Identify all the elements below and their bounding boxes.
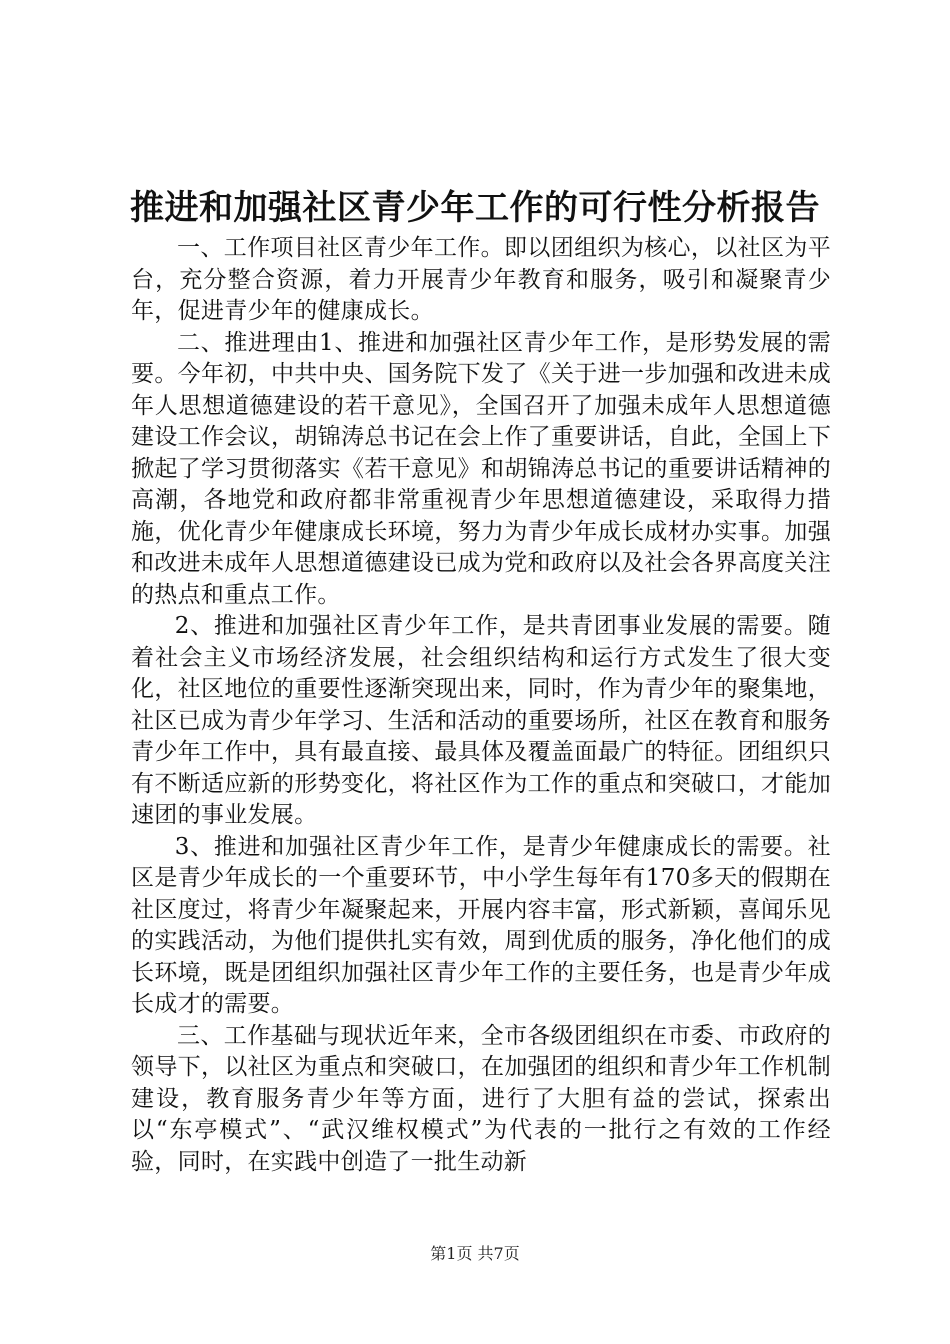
paragraph-reason-3: 3、推进和加强社区青少年工作，是青少年健康成长的需要。社区是青少年成长的一个重要环节，中小学生每年有170多天的假期在社区度过，将青少年凝聚起来，开展内容丰富，形式新颖，喜闻乐见的实践活动，为他们提供扎实有效，周到优质的服务，净化他们的成长环境，既是团组织加强社区青少年工作的主要任务，也是青少年成长成才的需要。: [131, 833, 831, 1017]
paragraph-project: 一、工作项目社区青少年工作。即以团组织为核心，以社区为平台，充分整合资源，着力开展青少年教育和服务，吸引和凝聚青少年，促进青少年的健康成长。: [131, 235, 831, 324]
paragraph-foundation: 三、工作基础与现状近年来，全市各级团组织在市委、市政府的领导下，以社区为重点和突破口，在加强团的组织和青少年工作机制建设，教育服务青少年等方面，进行了大胆有益的尝试，探索出以“东亭模式”、“武汉维权模式”为代表的一批行之有效的工作经验，同时，在实践中创造了一批生动新: [131, 1022, 831, 1175]
paragraph-reason-2: 2、推进和加强社区青少年工作，是共青团事业发展的需要。随着社会主义市场经济发展，社会组织结构和运行方式发生了很大变化，社区地位的重要性逐渐突现出来，同时，作为青少年的聚集地，社区已成为青少年学习、生活和活动的重要场所，社区在教育和服务青少年工作中，具有最直接、最具体及覆盖面最广的特征。团组织只有不断适应新的形势变化，将社区作为工作的重点和突破口，才能加速团的事业发展。: [131, 613, 831, 828]
paragraph-reason-1: 二、推进理由1、推进和加强社区青少年工作，是形势发展的需要。今年初，中共中央、国务院下发了《关于进一步加强和改进未成年人思想道德建设的若干意见》，全国召开了加强未成年人思想道德建设工作会议，胡锦涛总书记在会上作了重要讲话，自此，全国上下掀起了学习贯彻落实《若干意见》和胡锦涛总书记的重要讲话精神的高潮，各地党和政府都非常重视青少年思想道德建设，采取得力措施，优化青少年健康成长环境，努力为青少年成长成材办实事。加强和改进未成年人思想道德建设已成为党和政府以及社会各界高度关注的热点和重点工作。: [131, 329, 831, 608]
document-body: [131, 233, 831, 1178]
document-title: 推进和加强社区青少年工作的可行性分析报告: [130, 188, 820, 228]
page-footer: 第1页 共7页: [430, 1244, 520, 1263]
